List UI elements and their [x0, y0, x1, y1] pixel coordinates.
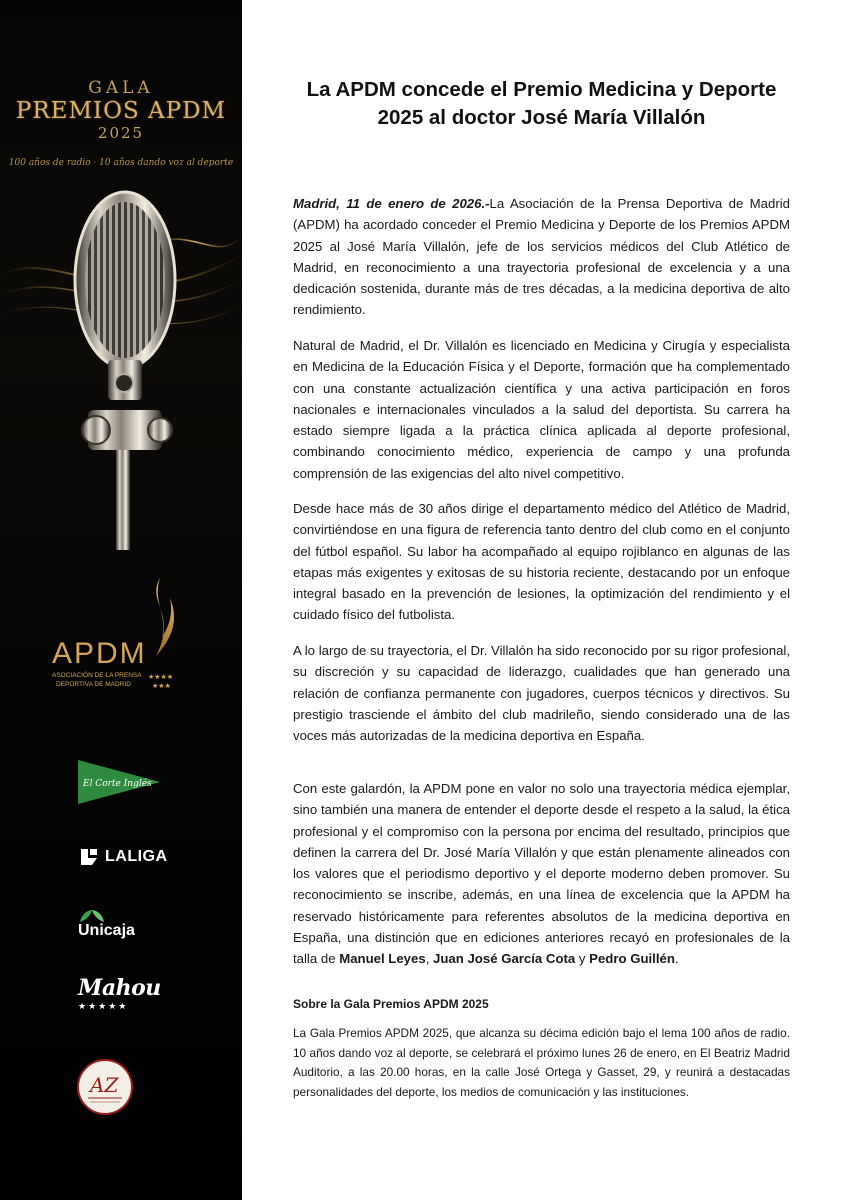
- eci-text: El Corte Inglés: [83, 779, 152, 789]
- laliga-icon: [78, 846, 100, 868]
- laliga-logo: [78, 843, 168, 871]
- sidebar-banner: [0, 0, 242, 1200]
- flame-icon: [156, 578, 174, 656]
- apdm-logo: [48, 578, 198, 698]
- name-pedro-guillen: Pedro Guillén: [589, 951, 675, 967]
- gala-word: GALA: [88, 78, 154, 98]
- apdm-logo-text: APDM: [52, 637, 147, 670]
- mahou-stars: ★★★★★: [78, 1001, 129, 1011]
- paragraph-2: Natural de Madrid, el Dr. Villalón es licenciado en Medicina y Cirugía y especialista en Medicina de la Educación Física y el Deporte, formación que ha complementado con una constante actualización científica y una activa participación en foros nacionales e internacionales vinculados a la salud del deportista. Su carrera ha estado siempre ligada a la práctica clínica aplicada al deporte profesional, combinando conocimiento médico, experiencia de campo y una profunda comprensión de las exigencias del alto nivel competitivo.: [293, 338, 790, 481]
- dateline: Madrid, 11 de enero de 2026.-: [293, 196, 490, 211]
- unicaja-logo: [78, 910, 168, 940]
- az-text: AZ: [90, 1073, 119, 1097]
- paragraph-1: [293, 193, 790, 321]
- name-manuel-leyes: Manuel Leyes: [339, 951, 426, 967]
- paragraph-5: [293, 778, 790, 970]
- apdm-stars-icon-2: ★★★: [152, 683, 171, 690]
- headline: La APDM concede el Premio Medicina y Deporte 2025 al doctor José María Villalón: [306, 78, 777, 129]
- apdm-logo-line1: ASOCIACIÓN DE LA PRENSA: [52, 672, 142, 679]
- microphone-illustration: [0, 185, 242, 555]
- gala-heading: [0, 78, 242, 169]
- gala-year: 2025: [97, 124, 145, 142]
- unicaja-text: Unicaja: [78, 922, 135, 939]
- name-juan-jose-garcia-cota: Juan José García Cota: [433, 951, 576, 967]
- mahou-logo: [78, 975, 168, 1017]
- el-corte-ingles-logo: [78, 760, 160, 804]
- az-logo: [76, 1058, 134, 1116]
- paragraph-6: La Gala Premios APDM 2025, que alcanza su décima edición bajo el lema 100 años de radio. 10 años dando voz al deporte, se celebrará el próximo lunes 26 de enero, en El Beatriz Madrid Auditorio, a las 20.00 horas, en la calle José Ortega y Gasset, 29, y reunirá a destacadas personalidades del deporte, los medios de comunicación y las instituciones.: [293, 1026, 790, 1099]
- paragraph-3: Desde hace más de 30 años dirige el departamento médico del Atlético de Madrid, convirtiéndose en una figura de referencia tanto dentro del club como en el conjunto del fútbol español. Su labor ha acompañado al equipo rojiblanco en algunas de las etapas más exigentes y exitosas de su historia reciente, destacando por un enfoque integral basado en la prevención de lesiones, la optimización del rendimiento y el cuidado físico del futbolista.: [293, 501, 790, 623]
- laliga-text: LALIGA: [105, 848, 168, 865]
- section-subhead: Sobre la Gala Premios APDM 2025: [293, 997, 489, 1011]
- apdm-stars-icon: ★★★★: [148, 674, 174, 681]
- paragraph-5-text: Con este galardón, la APDM pone en valor no solo una trayectoria médica ejemplar, sino también una manera de entender el deporte desde el respeto a la salud, la ética profesional y el compromiso con la persona por encima del resultado, principios que definen la carrera del Dr. José María Villalón y que están plenamente alineados con los valores que el periodismo deportivo y el deporte moderno deben promover. Su reconocimiento se inscribe, además, en una línea de excelencia que la APDM ha reservado históricamente para referentes absolutos de la medicina deportiva en España, una distinción que en ediciones anteriores recayó en profesionales de la talla de: [293, 781, 790, 967]
- gala-tagline: 100 años de radio · 10 años dando voz al deporte: [8, 158, 234, 168]
- gala-title: PREMIOS APDM: [15, 98, 227, 124]
- separator: y: [575, 951, 590, 967]
- separator: ,: [425, 951, 434, 967]
- apdm-logo-line2: DEPORTIVA DE MADRID: [56, 681, 131, 688]
- unicaja-leaf-icon: [78, 910, 106, 922]
- paragraph-1-text: La Asociación de la Prensa Deportiva de Madrid (APDM) ha acordado conceder el Premio Medicina y Deporte de los Premios APDM 2025 al José María Villalón, jefe de los servicios médicos del Club Atlético de Madrid, en reconocimiento a una trayectoria profesional de excelencia y a una dedicación sostenida, durante más de tres décadas, a la medicina deportiva de alto rendimiento.: [293, 196, 790, 318]
- period: .: [674, 951, 679, 967]
- mahou-text: Mahou: [78, 975, 161, 1001]
- paragraph-4: A lo largo de su trayectoria, el Dr. Villalón ha sido reconocido por su rigor profesional, su discreción y su capacidad de liderazgo, cualidades que han generado una relación de confianza permanente con jugadores, cuerpos técnicos y directivos. Su prestigio trasciende el ámbito del club madrileño, siendo considerado una de las voces más autorizadas de la medicina deportiva en España.: [293, 643, 790, 744]
